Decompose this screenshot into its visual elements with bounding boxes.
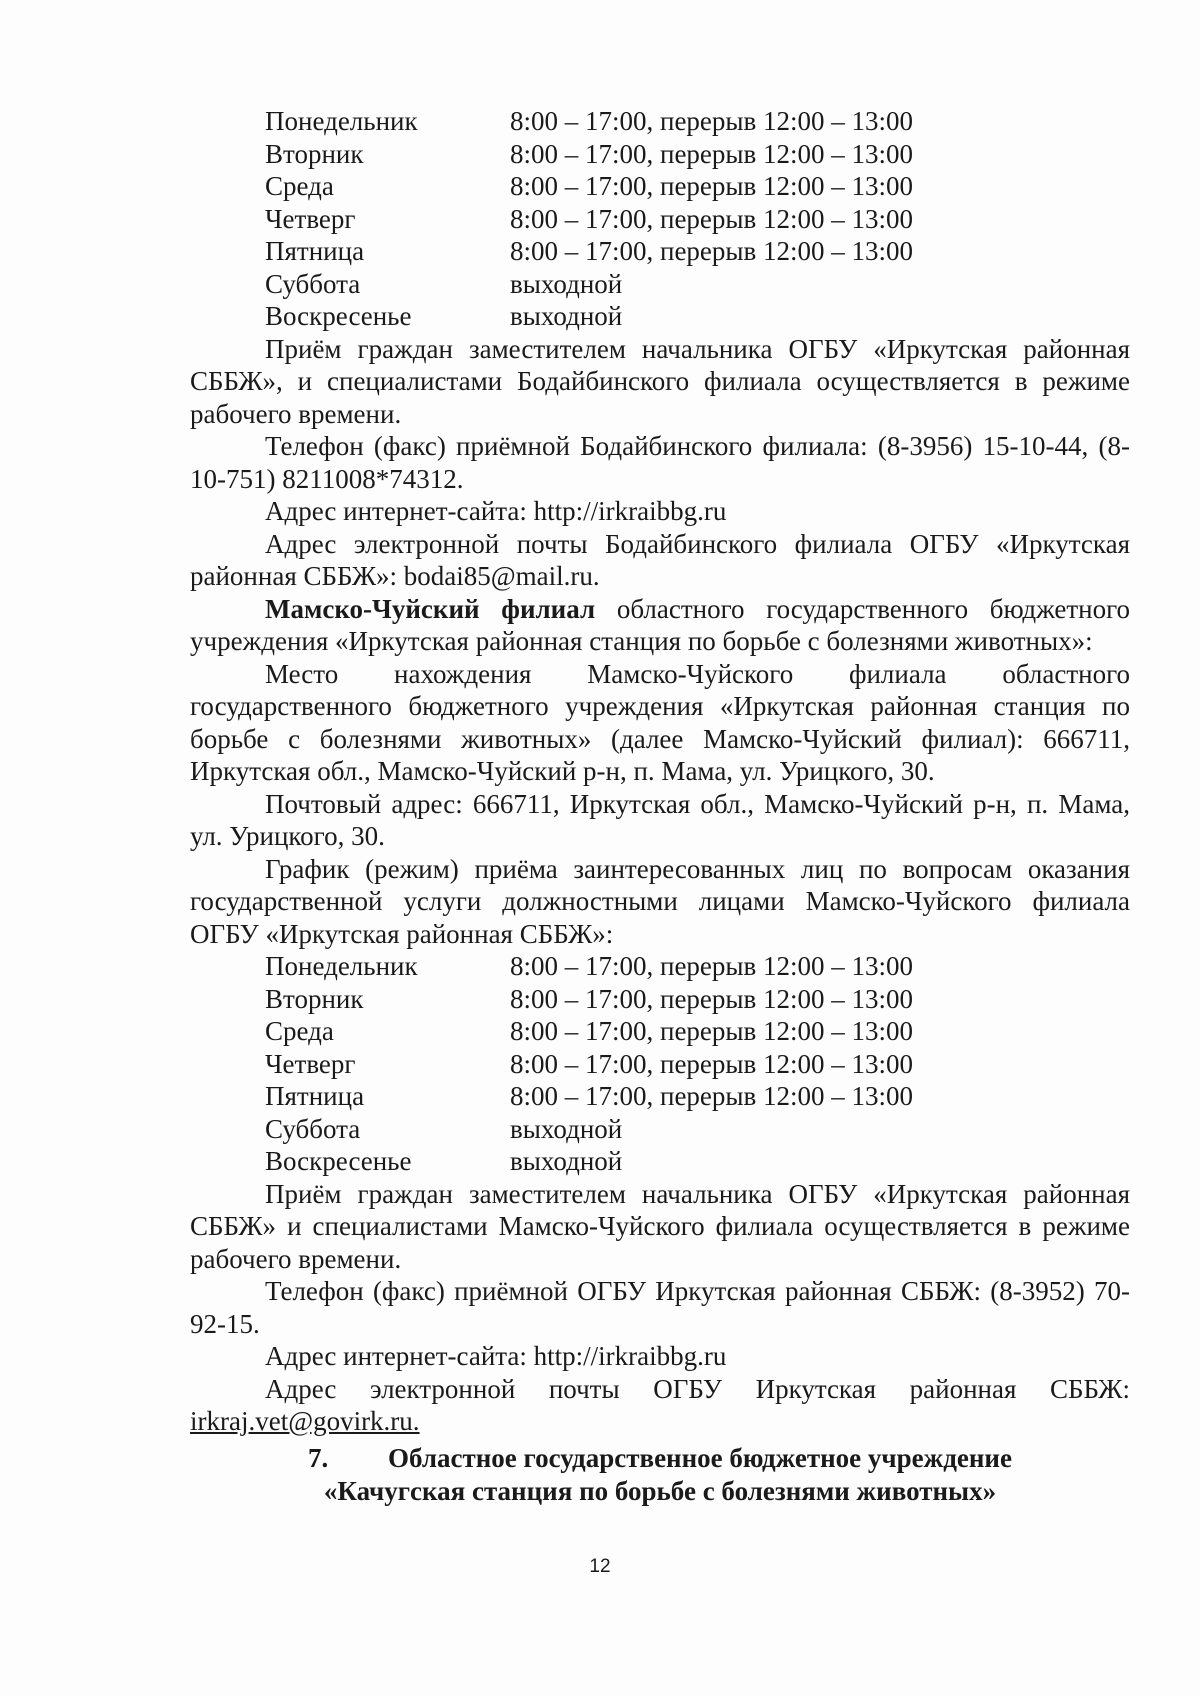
schedule-time: 8:00 – 17:00, перерыв 12:00 – 13:00 [510,106,914,136]
schedule-row [190,300,1130,333]
schedule-day: Среда [265,1016,334,1046]
schedule-row [190,105,1130,138]
schedule-day: Воскресенье [265,301,412,331]
section-title-line1: Областное государственное бюджетное учреждение [388,1442,1012,1473]
mama-branch-title [190,593,1130,658]
mama-location: Место нахождения Мамско-Чуйского филиала областного государственного бюджетного учреждения «Иркутская районная станция по борьбе с болезнями животных» (далее Мамско-Чуйский филиал): 666711, Иркутская обл., Мамско-Чуйский р-н, п. Мама, ул. Урицкого, 30. [190,658,1130,786]
schedule-day: Понедельник [265,951,418,981]
mama-website: Адрес интернет-сайта: http://irkraibbg.ru [265,1341,727,1371]
schedule-day: Вторник [265,983,364,1014]
schedule-row [190,983,1130,1016]
schedule-day: Четверг [265,203,356,234]
mama-branch-title-rest: областного государственного бюджетного учреждения «Иркутская районная станция по борьбе с болезнями животных»: [190,593,1131,656]
schedule-time: 8:00 – 17:00, перерыв 12:00 – 13:00 [510,1048,914,1079]
section-number: 7. [308,1442,329,1473]
mama-reception: Приём граждан заместителем начальника ОГБУ «Иркутская районная СББЖ» и специалистами Мамско-Чуйского филиала осуществляется в режиме рабочего времени. [190,1178,1130,1274]
schedule-row [190,1113,1130,1146]
schedule-row [190,203,1130,236]
schedule-time: 8:00 – 17:00, перерыв 12:00 – 13:00 [510,138,914,169]
page-content [190,105,1130,1508]
schedule-bodaibo [190,105,1130,333]
schedule-time: 8:00 – 17:00, перерыв 12:00 – 13:00 [510,1016,914,1046]
mama-postal-address: Почтовый адрес: 666711, Иркутская обл., Мамско-Чуйский р-н, п. Мама, ул. Урицкого, 30. [190,788,1130,851]
schedule-time: выходной [510,268,623,299]
schedule-time: выходной [510,1146,623,1176]
schedule-day: Пятница [265,1081,365,1111]
bodaibo-phone: Телефон (факс) приёмной Бодайбинского филиала: (8-3956) 15-10-44, (8-10-751) 8211008*74312. [190,431,1130,494]
schedule-row [190,138,1130,171]
schedule-day: Суббота [265,1113,361,1144]
schedule-time: 8:00 – 17:00, перерыв 12:00 – 13:00 [510,951,914,981]
schedule-time: 8:00 – 17:00, перерыв 12:00 – 13:00 [510,203,914,234]
schedule-row [190,1080,1130,1113]
schedule-time: выходной [510,1113,623,1144]
schedule-row [190,268,1130,301]
schedule-day: Вторник [265,138,364,169]
schedule-time: 8:00 – 17:00, перерыв 12:00 – 13:00 [510,236,914,266]
bodaibo-website: Адрес интернет-сайта: http://irkraibbg.ru [265,496,727,526]
mama-schedule-intro: График (режим) приёма заинтересованных лиц по вопросам оказания государственной услуги должностными лицами Мамско-Чуйского филиала ОГБУ «Иркутская районная СББЖ»: [190,853,1130,949]
section-heading [190,1442,1130,1508]
schedule-row [190,950,1130,983]
schedule-row [190,235,1130,268]
schedule-time: 8:00 – 17:00, перерыв 12:00 – 13:00 [510,983,914,1014]
mama-email-label: Адрес электронной почты ОГБУ Иркутская районная СББЖ: [265,1373,1130,1404]
schedule-mama [190,950,1130,1178]
mama-phone: Телефон (факс) приёмной ОГБУ Иркутская районная СББЖ: (8-3952) 70-92-15. [190,1276,1130,1339]
bodaibo-email: Адрес электронной почты Бодайбинского филиала ОГБУ «Иркутская районная СББЖ»: bodai85@mail.ru. [190,528,1130,591]
section-heading-line1 [190,1442,1130,1475]
schedule-row [190,1145,1130,1178]
bodaibo-reception: Приём граждан заместителем начальника ОГБУ «Иркутская районная СББЖ», и специалистами Бодайбинского филиала осуществляется в режиме рабочего времени. [190,333,1130,429]
schedule-row [190,1048,1130,1081]
schedule-day: Понедельник [265,106,418,136]
schedule-day: Среда [265,171,334,201]
schedule-time: выходной [510,301,623,331]
mama-email-link[interactable]: irkraj.vet@govirk.ru. [190,1406,420,1436]
schedule-time: 8:00 – 17:00, перерыв 12:00 – 13:00 [510,1081,914,1111]
schedule-day: Пятница [265,236,365,266]
schedule-time: 8:00 – 17:00, перерыв 12:00 – 13:00 [510,171,914,201]
schedule-day: Суббота [265,268,361,299]
schedule-row [190,1015,1130,1048]
page-number: 12 [589,1556,611,1577]
section-title-line2: «Качугская станция по борьбе с болезнями животных» [323,1475,997,1506]
mama-branch-name: Мамско-Чуйский филиал [265,593,596,624]
schedule-row [190,170,1130,203]
schedule-day: Четверг [265,1048,356,1079]
schedule-day: Воскресенье [265,1146,412,1176]
mama-email [190,1373,1130,1438]
